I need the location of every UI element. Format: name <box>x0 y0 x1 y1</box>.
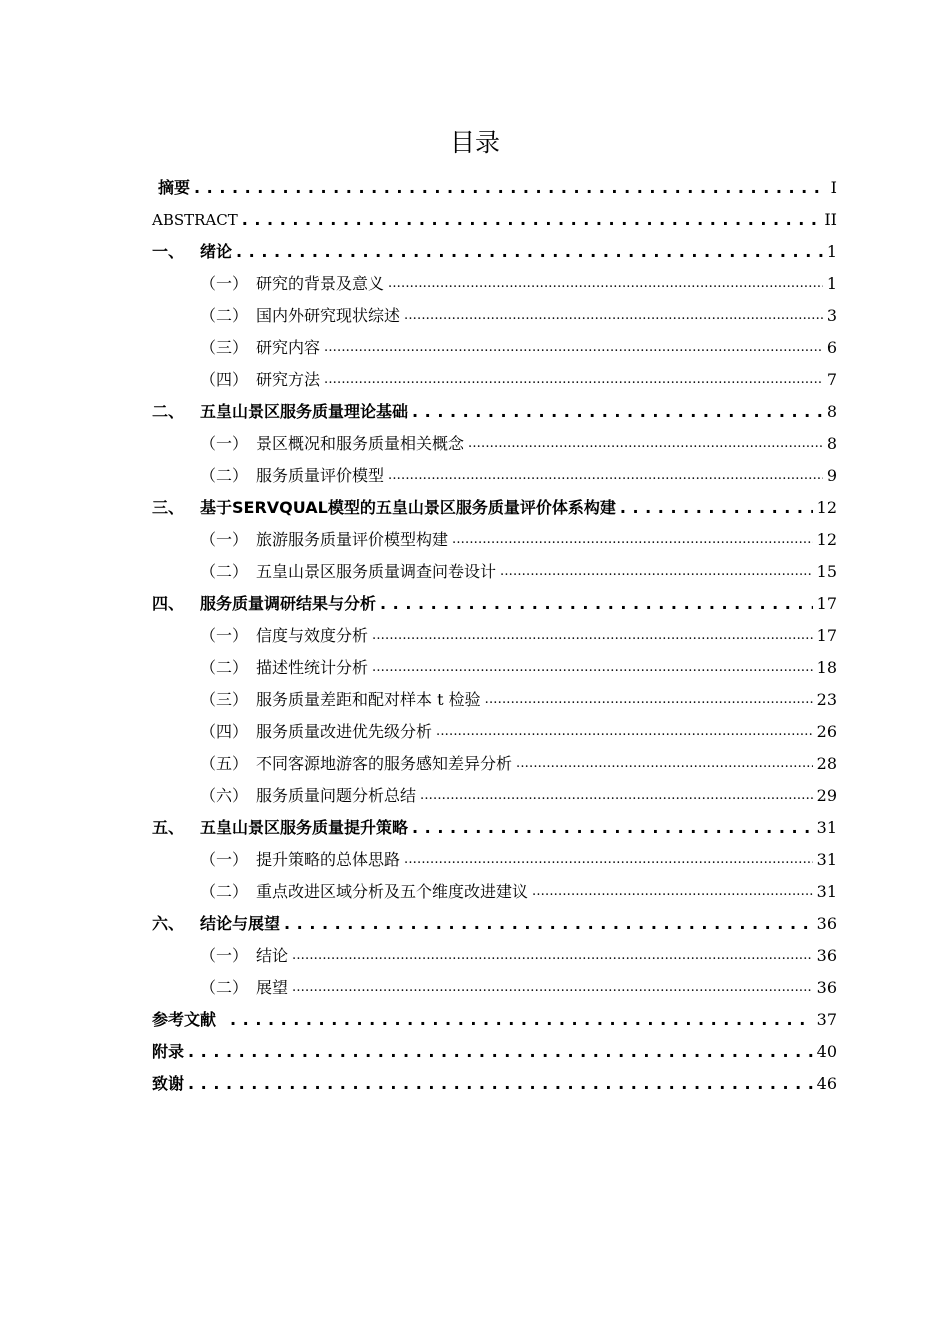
toc-subentry[interactable] <box>152 300 837 332</box>
entry-number: 二、 <box>152 402 185 421</box>
toc-subentry[interactable] <box>152 268 837 300</box>
entry-label: 五皇山景区服务质量理论基础 <box>200 402 409 421</box>
entry-number: （二） <box>200 882 249 901</box>
entry-label: 服务质量差距和配对样本 t 检验 <box>256 690 481 709</box>
page-title: 目录 <box>449 128 500 157</box>
entry-number: （五） <box>200 754 249 773</box>
entry-label: 不同客源地游客的服务感知差异分析 <box>256 754 513 773</box>
toc-subentry[interactable] <box>152 844 837 876</box>
dot-leader <box>420 786 813 806</box>
dot-leader <box>188 1074 813 1094</box>
entry-page-number: 23 <box>816 690 837 709</box>
toc-subentry[interactable] <box>152 460 837 492</box>
toc-subentry[interactable] <box>152 428 837 460</box>
entry-page-number: 28 <box>816 754 837 773</box>
entry-page-number: 40 <box>816 1042 837 1061</box>
entry-page-number: 9 <box>826 466 837 485</box>
dot-leader <box>532 882 813 902</box>
entry-label: 致谢 <box>152 1074 185 1093</box>
entry-page-number: 1 <box>826 242 837 261</box>
dot-leader <box>516 754 813 774</box>
dot-leader <box>620 498 813 518</box>
toc-entry[interactable] <box>152 492 837 524</box>
toc-subentry[interactable] <box>152 556 837 588</box>
entry-number: （一） <box>200 946 249 965</box>
entry-label: 五皇山景区服务质量提升策略 <box>200 818 409 837</box>
entry-label: 参考文献 <box>152 1010 217 1029</box>
entry-page-number: 36 <box>816 914 837 933</box>
entry-number: 五、 <box>152 818 185 837</box>
dot-leader <box>468 434 823 454</box>
entry-label: 附录 <box>152 1042 185 1061</box>
entry-page-number: 17 <box>816 594 837 613</box>
dot-leader <box>188 1042 813 1062</box>
dot-leader <box>388 466 823 486</box>
toc-entry[interactable] <box>152 1068 837 1100</box>
dot-leader <box>242 210 821 230</box>
toc-subentry[interactable] <box>152 620 837 652</box>
entry-number: 三、 <box>152 498 185 517</box>
toc-entry[interactable] <box>152 908 837 940</box>
dot-leader <box>380 594 813 614</box>
toc-subentry[interactable] <box>152 748 837 780</box>
toc-entry[interactable] <box>152 1036 837 1068</box>
toc-entry[interactable] <box>152 172 837 204</box>
dot-leader <box>292 978 813 998</box>
entry-page-number: 31 <box>816 850 837 869</box>
entry-number: （一） <box>200 274 249 293</box>
dot-leader <box>452 530 813 550</box>
dot-leader <box>485 690 813 710</box>
entry-number: （四） <box>200 722 249 741</box>
entry-label: 服务质量问题分析总结 <box>256 786 417 805</box>
entry-page-number: 8 <box>826 402 837 421</box>
entry-page-number: 46 <box>816 1074 837 1093</box>
entry-page-number: 17 <box>816 626 837 645</box>
dot-leader <box>236 242 823 262</box>
toc-subentry[interactable] <box>152 652 837 684</box>
entry-number: （二） <box>200 466 249 485</box>
dot-leader <box>388 274 823 294</box>
entry-number: （一） <box>200 530 249 549</box>
toc-entry[interactable] <box>152 396 837 428</box>
toc-subentry[interactable] <box>152 524 837 556</box>
toc-entry[interactable] <box>152 236 837 268</box>
entry-label: 五皇山景区服务质量调查问卷设计 <box>256 562 497 581</box>
entry-number: （二） <box>200 658 249 677</box>
entry-page-number: 15 <box>816 562 837 581</box>
entry-label: 结论与展望 <box>200 914 281 933</box>
entry-number: （一） <box>200 626 249 645</box>
entry-number: （四） <box>200 370 249 389</box>
entry-number: （一） <box>200 850 249 869</box>
entry-number: （二） <box>200 306 249 325</box>
entry-label: 重点改进区域分析及五个维度改进建议 <box>256 882 529 901</box>
entry-page-number: 8 <box>826 434 837 453</box>
toc-subentry[interactable] <box>152 716 837 748</box>
entry-label: 景区概况和服务质量相关概念 <box>256 434 465 453</box>
toc-entry[interactable] <box>152 588 837 620</box>
entry-page-number: 31 <box>816 818 837 837</box>
dot-leader <box>372 626 813 646</box>
entry-label: 展望 <box>256 978 289 997</box>
entry-page-number: II <box>824 210 837 229</box>
dot-leader <box>284 914 813 934</box>
entry-number: （一） <box>200 434 249 453</box>
entry-number: 四、 <box>152 594 185 613</box>
toc-subentry[interactable] <box>152 940 837 972</box>
entry-number: （二） <box>200 562 249 581</box>
entry-page-number: 3 <box>826 306 837 325</box>
toc-subentry[interactable] <box>152 876 837 908</box>
dot-leader <box>404 850 813 870</box>
dot-leader <box>500 562 813 582</box>
entry-label: 旅游服务质量评价模型构建 <box>256 530 449 549</box>
entry-label: 服务质量调研结果与分析 <box>200 594 377 613</box>
entry-number: 六、 <box>152 914 185 933</box>
entry-label: 绪论 <box>200 242 233 261</box>
toc-subentry[interactable] <box>152 332 837 364</box>
entry-label: ABSTRACT <box>152 211 238 229</box>
entry-page-number: 12 <box>816 530 837 549</box>
entry-page-number: 1 <box>826 274 837 293</box>
table-of-contents <box>152 172 837 1100</box>
entry-label: 信度与效度分析 <box>256 626 369 645</box>
toc-subentry[interactable] <box>152 972 837 1004</box>
entry-page-number: 26 <box>816 722 837 741</box>
entry-page-number: 7 <box>826 370 837 389</box>
entry-page-number: 18 <box>816 658 837 677</box>
dot-leader <box>324 338 823 358</box>
entry-number: 一、 <box>152 242 185 261</box>
toc-entry[interactable] <box>152 812 837 844</box>
dot-leader <box>404 306 823 326</box>
entry-label: 国内外研究现状综述 <box>256 306 401 325</box>
dot-leader <box>412 818 813 838</box>
entry-label: 研究内容 <box>256 338 321 357</box>
entry-label: 研究的背景及意义 <box>256 274 385 293</box>
toc-entry[interactable] <box>152 204 837 236</box>
dot-leader <box>412 402 823 422</box>
entry-label: 基于SERVQUAL模型的五皇山景区服务质量评价体系构建 <box>200 498 616 517</box>
entry-label: 摘要 <box>158 178 191 197</box>
dot-leader <box>372 658 813 678</box>
entry-label: 结论 <box>256 946 289 965</box>
entry-page-number: I <box>830 178 837 197</box>
entry-number: （三） <box>200 690 249 709</box>
dot-leader <box>292 946 813 966</box>
entry-page-number: 37 <box>816 1010 837 1029</box>
entry-label: 服务质量评价模型 <box>256 466 385 485</box>
entry-number: （六） <box>200 786 249 805</box>
entry-label: 描述性统计分析 <box>256 658 369 677</box>
dot-leader <box>230 1010 813 1030</box>
dot-leader <box>324 370 823 390</box>
entry-page-number: 31 <box>816 882 837 901</box>
toc-subentry[interactable] <box>152 780 837 812</box>
entry-number: （三） <box>200 338 249 357</box>
entry-label: 服务质量改进优先级分析 <box>256 722 433 741</box>
dot-leader <box>194 178 823 198</box>
entry-number: （二） <box>200 978 249 997</box>
entry-page-number: 36 <box>816 946 837 965</box>
entry-page-number: 29 <box>816 786 837 805</box>
toc-subentry[interactable] <box>152 364 837 396</box>
entry-page-number: 12 <box>816 498 837 517</box>
toc-entry[interactable] <box>152 1004 837 1036</box>
entry-label: 提升策略的总体思路 <box>256 850 401 869</box>
dot-leader <box>436 722 813 742</box>
toc-subentry[interactable] <box>152 684 837 716</box>
entry-label: 研究方法 <box>256 370 321 389</box>
entry-page-number: 6 <box>826 338 837 357</box>
entry-page-number: 36 <box>816 978 837 997</box>
